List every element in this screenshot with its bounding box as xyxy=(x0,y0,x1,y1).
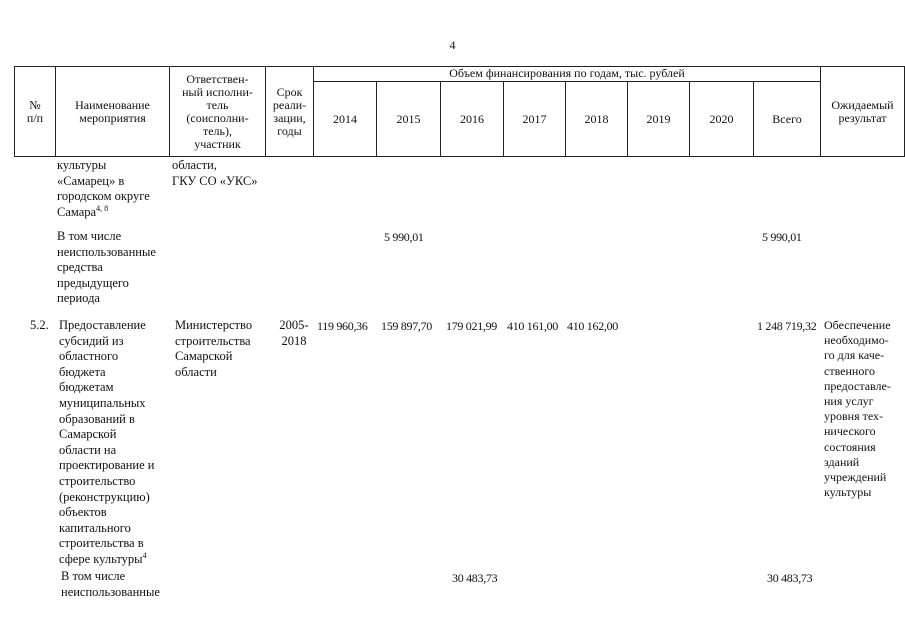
row-52-name-text: Предоставление субсидий из областного бюджета бюджетам муниципальных образований в Самарской области на проектирование и строительство (реконструкцию) объектов капитального строительства в сфере культуры xyxy=(59,318,155,566)
header-year-2017: 2017 xyxy=(522,111,547,126)
cont-row-name-text: культуры «Самарец» в городском округе Самара xyxy=(57,158,150,219)
unused-funds-row-name: В том числе неиспользованные средства предыдущего периода xyxy=(57,229,156,306)
header-year-2020: 2020 xyxy=(709,111,734,126)
cont-row-responsible: области, ГКУ СО «УКС» xyxy=(172,158,258,188)
row-52-2015: 159 897,70 xyxy=(381,319,433,333)
row-number: 5.2. xyxy=(30,318,49,332)
page-number: 4 xyxy=(449,38,456,52)
row-52-2017: 410 161,00 xyxy=(507,319,559,333)
header-funding-title: Объем финансирования по годам, тыс. рублей xyxy=(449,66,685,80)
header-num: № п/п xyxy=(26,97,44,125)
row-52-period: 2005- 2018 xyxy=(279,318,309,348)
unused-funds-total: 5 990,01 xyxy=(762,230,802,244)
unused-funds-2-total: 30 483,73 xyxy=(767,571,813,585)
header-year-2014: 2014 xyxy=(333,111,357,126)
unused-funds-2-2016: 30 483,73 xyxy=(452,571,498,585)
header-year-2016: 2016 xyxy=(460,111,484,126)
header-year-2018: 2018 xyxy=(584,111,609,126)
row-52-2018: 410 162,00 xyxy=(567,319,619,333)
row-52-2016: 179 021,99 xyxy=(446,319,498,333)
cont-row-name xyxy=(57,158,169,220)
header-responsible: Ответствен- ный исполни- тель (соисполни- тель), участник xyxy=(182,71,253,151)
row-52-result: Обеспечение необходимо- го для каче- ственного предоставле- ния услуг уровня тех- нического состояния зданий учреждений культуры xyxy=(824,318,891,500)
footnote-ref: 4 xyxy=(142,550,147,560)
row-52-total: 1 248 719,32 xyxy=(757,319,817,333)
unused-funds-2015: 5 990,01 xyxy=(384,230,424,244)
row-52-responsible: Министерство строительства Самарской области xyxy=(175,318,253,379)
unused-funds-row-2-name: В том числе неиспользованные xyxy=(61,569,160,599)
header-year-2015: 2015 xyxy=(396,111,421,126)
header-year-2019: 2019 xyxy=(646,111,671,126)
footnote-ref: 4, 8 xyxy=(96,203,109,213)
header-result: Ожидаемый результат xyxy=(831,97,894,125)
row-52-name xyxy=(59,318,174,568)
header-bottom-border xyxy=(14,156,905,157)
row-52-2014: 119 960,36 xyxy=(317,319,368,333)
header-name: Наименование мероприятия xyxy=(75,97,150,125)
header-total: Всего xyxy=(772,111,802,126)
header-period: Срок реали- зации, годы xyxy=(272,84,307,138)
